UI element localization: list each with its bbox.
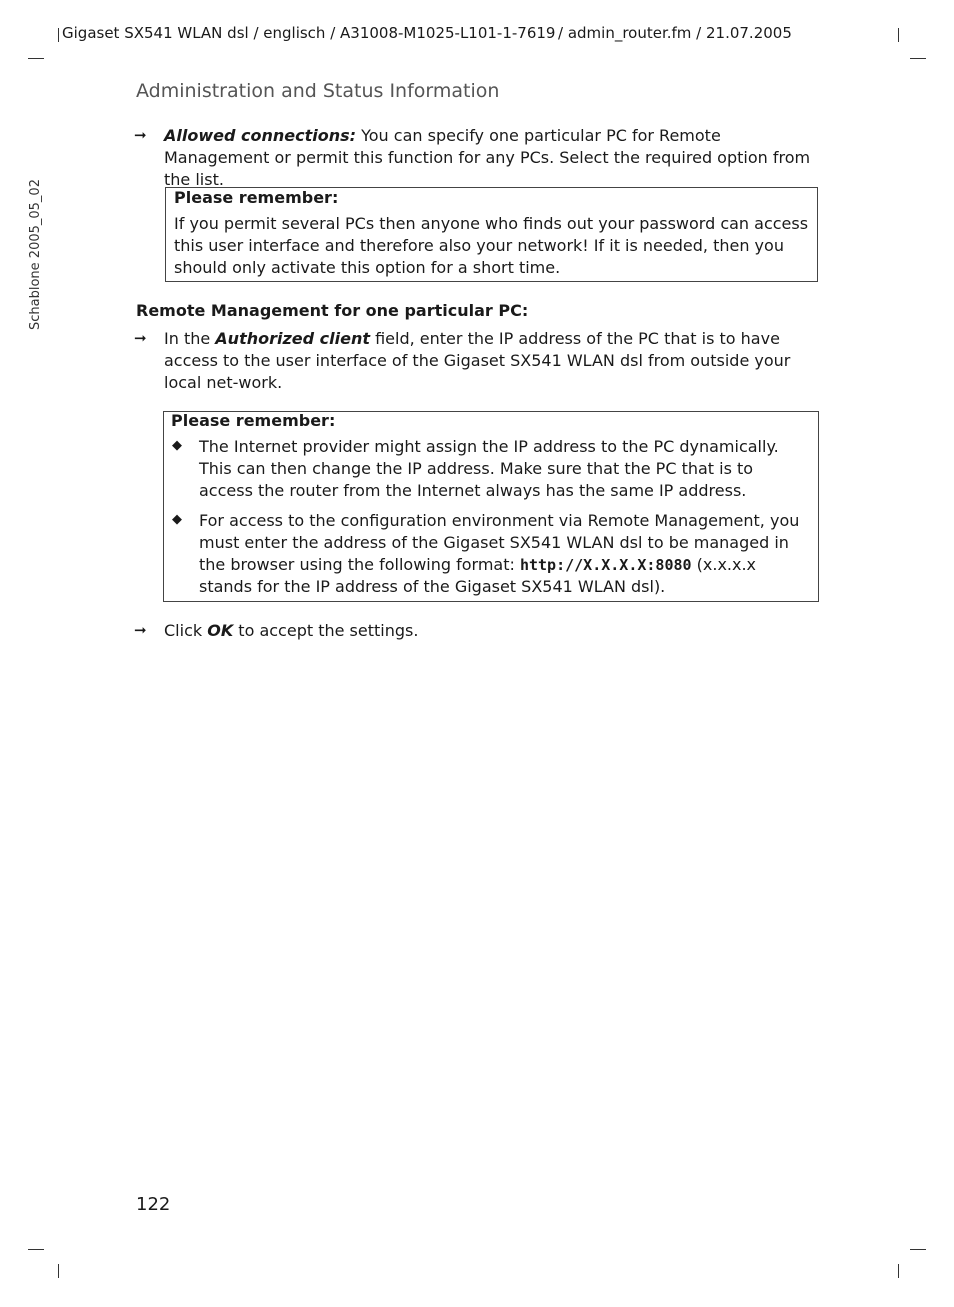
arrow-icon: ➞ <box>134 126 147 144</box>
note-title: Please remember: <box>174 188 339 207</box>
bullet2-post: (x.x.x.x stands for the IP address of the Gigaset SX541 WLAN dsl). <box>199 555 757 596</box>
arrow-icon: ➞ <box>134 329 147 347</box>
allowed-connections-text: You can specify one particular PC for Remote Management or permit this function for any PCs. Select the required option from the list. <box>164 126 811 189</box>
note-bullet-2 <box>199 510 811 598</box>
crop-mark <box>58 1264 59 1278</box>
page-number: 122 <box>136 1194 171 1215</box>
subheading: Remote Management for one particular PC: <box>136 301 529 320</box>
crop-mark <box>28 1249 44 1250</box>
running-header-left: Gigaset SX541 WLAN dsl / englisch / A31008-M1025-L101-1-7619 <box>62 24 556 42</box>
bullet-icon: ◆ <box>172 512 182 527</box>
bullet-icon: ◆ <box>172 438 182 453</box>
bullet2-pre: For access to the configuration environment via Remote Management, you must enter the address of the Gigaset SX541 WLAN dsl to be managed in the browser using the following format: <box>199 511 800 574</box>
authorized-pre: In the <box>164 329 216 348</box>
crop-mark <box>58 28 59 42</box>
crop-mark <box>898 1264 899 1278</box>
crop-mark <box>910 1249 926 1250</box>
click-ok-paragraph <box>164 620 819 642</box>
allowed-connections-term: Allowed connections: <box>164 126 357 145</box>
note-box-1 <box>165 187 818 282</box>
ok-term: OK <box>207 621 234 640</box>
side-template-label: Schablone 2005_05_02 <box>28 179 43 330</box>
click-pre: Click <box>164 621 208 640</box>
note-text: If you permit several PCs then anyone who finds out your password can access this user interface and therefore also your network! If it is needed, then you should only activate this option for a short time. <box>174 214 809 277</box>
authorized-client-term: Authorized client <box>215 329 371 348</box>
note-title: Please remember: <box>171 411 336 430</box>
url-format-code: http://X.X.X.X:8080 <box>519 556 692 574</box>
crop-mark <box>898 28 899 42</box>
click-post: to accept the settings. <box>233 621 419 640</box>
crop-mark <box>28 58 44 59</box>
section-title: Administration and Status Information <box>136 80 500 102</box>
note-bullet-1: The Internet provider might assign the IP address to the PC dynamically. This can then change the IP address. Make sure that the PC that is to access the router from the Internet always has the same IP address. <box>199 437 779 500</box>
crop-mark <box>910 58 926 59</box>
running-header-right: / admin_router.fm / 21.07.2005 <box>558 24 792 42</box>
allowed-connections-paragraph <box>164 125 819 191</box>
arrow-icon: ➞ <box>134 621 147 639</box>
authorized-post: field, enter the IP address of the PC that is to have access to the user interface of the Gigaset SX541 WLAN dsl from outside your local net-work. <box>164 329 791 392</box>
authorized-client-paragraph <box>164 328 809 394</box>
